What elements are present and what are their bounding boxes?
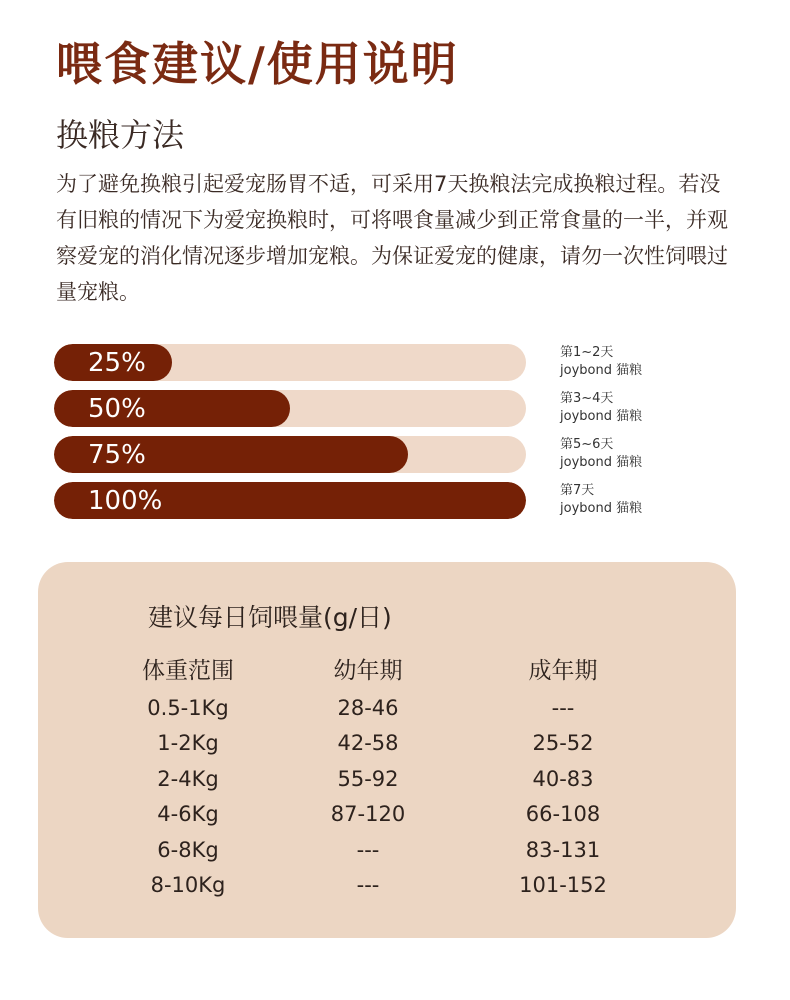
percent-label: 50% bbox=[88, 394, 146, 424]
table-row bbox=[128, 832, 638, 868]
feeding-table bbox=[128, 646, 638, 903]
table-cell: 25-52 bbox=[532, 731, 594, 756]
table-cell: 66-108 bbox=[525, 802, 601, 827]
table-cell: 83-131 bbox=[525, 837, 601, 862]
progress-track bbox=[54, 436, 526, 473]
table-cell: 2-4Kg bbox=[157, 766, 219, 791]
table-cell: 55-92 bbox=[337, 766, 399, 791]
table-row bbox=[128, 797, 638, 833]
transition-step-1 bbox=[54, 344, 714, 390]
column-header-weight: 体重范围 bbox=[142, 657, 234, 684]
step-days: 第5~6天 bbox=[560, 437, 614, 452]
transition-step-3 bbox=[54, 436, 714, 482]
step-food: joybond 猫粮 bbox=[560, 455, 643, 470]
table-cell: 87-120 bbox=[330, 802, 406, 827]
table-cell: 40-83 bbox=[532, 766, 594, 791]
table-cell: --- bbox=[356, 837, 380, 862]
table-header-row bbox=[128, 646, 638, 690]
transition-bars bbox=[54, 344, 714, 528]
page-title: 喂食建议/使用说明 bbox=[56, 37, 459, 91]
table-cell: 4-6Kg bbox=[157, 802, 219, 827]
table-cell: 8-10Kg bbox=[150, 873, 226, 898]
column-header-adult: 成年期 bbox=[528, 657, 598, 684]
step-caption bbox=[560, 436, 642, 472]
table-row bbox=[128, 726, 638, 762]
feeding-table-title: 建议每日饲喂量(g/日) bbox=[148, 603, 392, 632]
step-days: 第7天 bbox=[560, 483, 595, 498]
column-header-junior: 幼年期 bbox=[333, 657, 403, 684]
step-food: joybond 猫粮 bbox=[560, 501, 643, 516]
progress-track bbox=[54, 344, 526, 381]
transition-step-4 bbox=[54, 482, 714, 528]
table-row bbox=[128, 868, 638, 904]
section-heading: 换粮方法 bbox=[56, 116, 185, 154]
step-food: joybond 猫粮 bbox=[560, 363, 643, 378]
step-caption bbox=[560, 344, 642, 380]
table-row bbox=[128, 690, 638, 726]
progress-track bbox=[54, 482, 526, 519]
transition-step-2 bbox=[54, 390, 714, 436]
percent-label: 25% bbox=[88, 348, 146, 378]
table-cell: --- bbox=[551, 695, 575, 720]
step-food: joybond 猫粮 bbox=[560, 409, 643, 424]
table-cell: 42-58 bbox=[337, 731, 399, 756]
progress-track bbox=[54, 390, 526, 427]
percent-label: 100% bbox=[88, 486, 163, 516]
table-cell: 6-8Kg bbox=[157, 837, 219, 862]
step-caption bbox=[560, 390, 642, 426]
intro-paragraph: 为了避免换粮引起爱宠肠胃不适，可采用7天换粮法完成换粮过程。若没有旧粮的情况下为爱宠换粮时，可将喂食量减少到正常食量的一半，并观察爱宠的消化情况逐步增加宠粮。为保证爱宠的健康，请勿一次性饲喂过量宠粮。 bbox=[56, 172, 728, 304]
table-row bbox=[128, 761, 638, 797]
step-days: 第3~4天 bbox=[560, 391, 614, 406]
table-cell: --- bbox=[356, 873, 380, 898]
table-cell: 1-2Kg bbox=[157, 731, 219, 756]
table-cell: 0.5-1Kg bbox=[147, 695, 229, 720]
table-cell: 28-46 bbox=[337, 695, 399, 720]
step-days: 第1~2天 bbox=[560, 345, 614, 360]
table-cell: 101-152 bbox=[519, 873, 607, 898]
feeding-card bbox=[38, 562, 736, 938]
percent-label: 75% bbox=[88, 440, 146, 470]
step-caption bbox=[560, 482, 642, 518]
